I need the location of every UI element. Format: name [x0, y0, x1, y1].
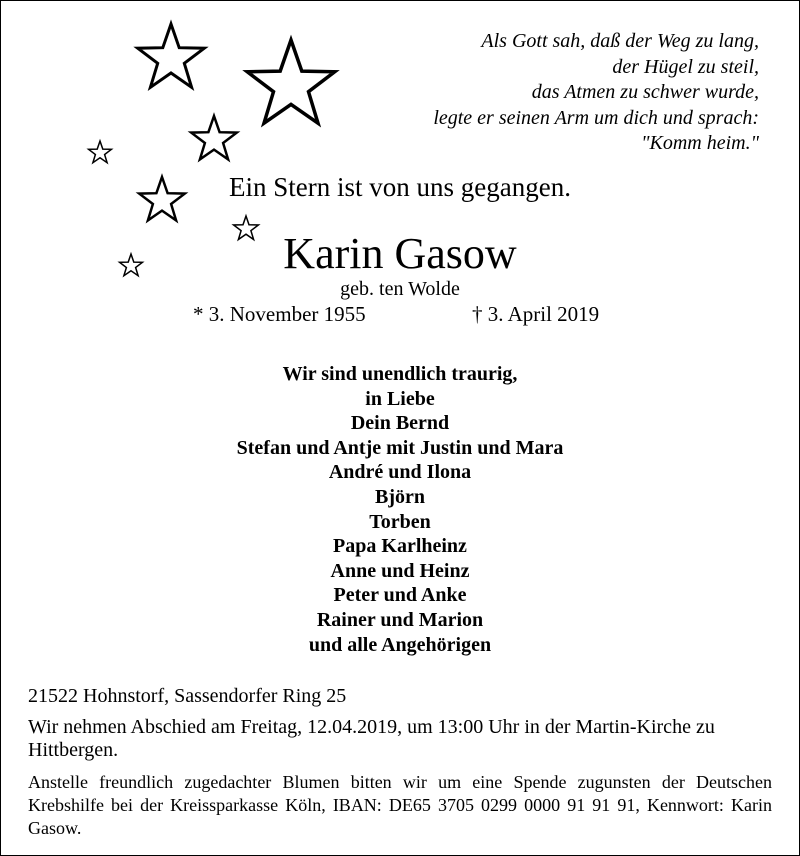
mourner-line: Anne und Heinz [330, 559, 470, 582]
star-icon [89, 141, 112, 163]
mourner-line: Björn [375, 485, 425, 508]
mourners-list [0, 362, 800, 657]
tagline: Ein Stern ist von uns gegangen. [229, 172, 571, 202]
mourner-line: Rainer und Marion [316, 608, 484, 631]
poem-line: der Hügel zu steil, [612, 55, 759, 78]
service-info: Wir nehmen Abschied am Freitag, 12.04.2019, um 13:00 Uhr in der Martin-Kirche zu Hittbergen. [28, 716, 715, 761]
birth-name: geb. ten Wolde [340, 278, 460, 300]
star-icon [138, 24, 205, 87]
poem-line: das Atmen zu schwer wurde, [531, 81, 759, 103]
mourner-line: Wir sind unendlich traurig, [282, 363, 518, 385]
mourner-line: in Liebe [365, 387, 435, 410]
address: 21522 Hohnstorf, Sassendorfer Ring 25 [28, 685, 347, 707]
mourner-line: André und Ilona [328, 461, 472, 484]
star-icon [247, 40, 334, 123]
mourner-line: Peter und Anke [333, 584, 467, 607]
mourner-line: Stefan und Antje mit Justin und Mara [236, 436, 564, 459]
star-icon [191, 116, 237, 159]
mourner-line: Papa Karlheinz [333, 535, 467, 558]
mourner-line: Torben [369, 510, 431, 533]
deceased-name: Karin Gasow [283, 229, 517, 278]
birth-date: * 3. November 1955 [193, 302, 366, 326]
poem-line: Als Gott sah, daß der Weg zu lang, [481, 30, 759, 52]
donation-info: Anstelle freundlich zugedachter Blumen bitten wir um eine Spende zugunsten der Deutschen Krebshilfe bei der Kreissparkasse Köln, IBAN: DE65 3705 0299 0000 91 91 91, Kennwort: Karin Gasow. [28, 772, 772, 838]
poem [339, 29, 759, 157]
mourner-line: Dein Bernd [350, 412, 450, 435]
mourner-line: und alle Angehörigen [308, 633, 492, 656]
poem-line: legte er seinen Arm um dich und sprach: [433, 106, 759, 129]
death-date: † 3. April 2019 [472, 302, 600, 326]
poem-line: "Komm heim." [641, 132, 759, 154]
